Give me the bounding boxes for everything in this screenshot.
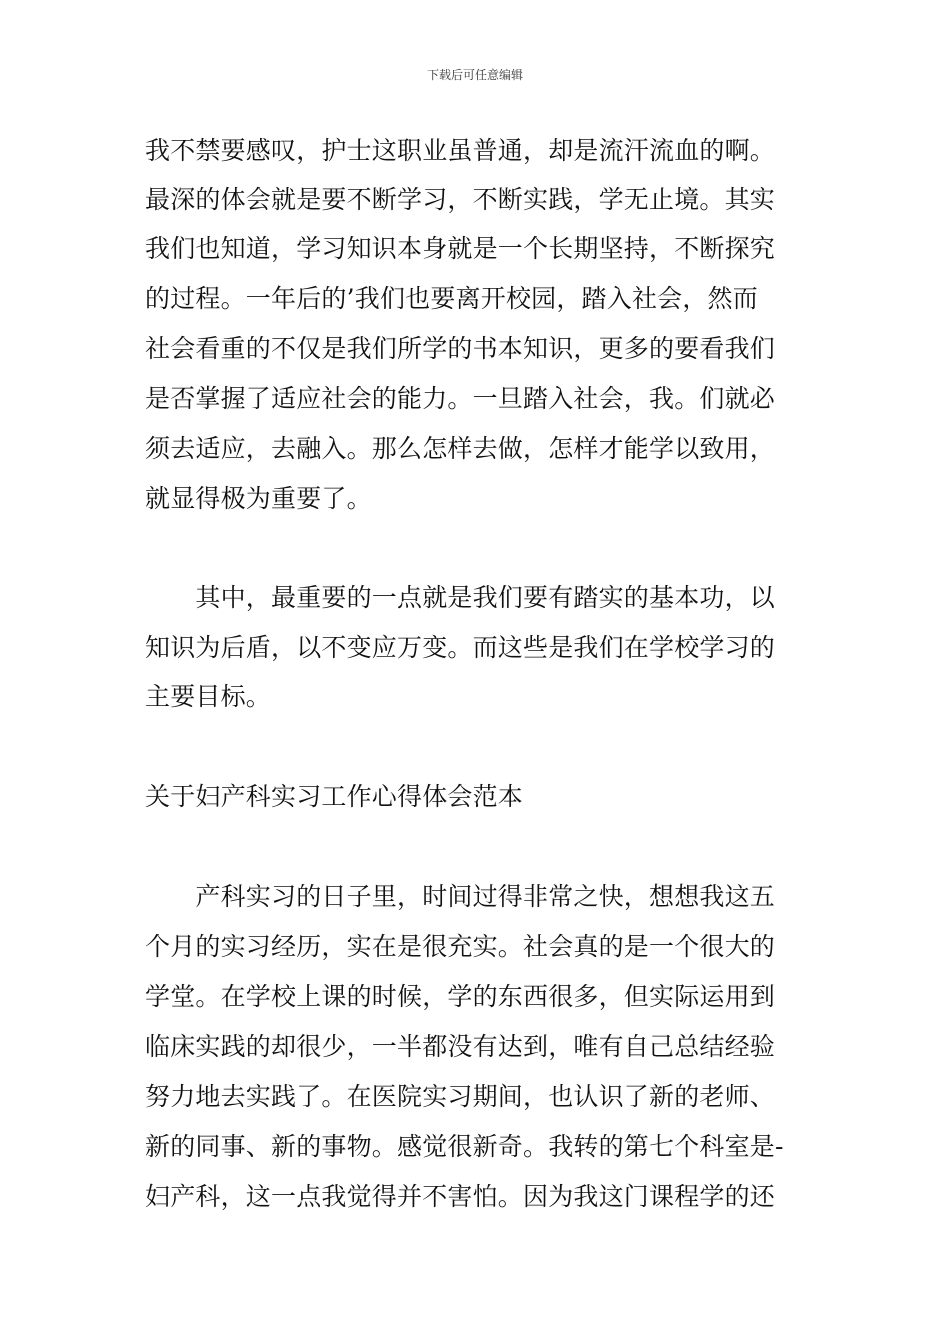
text-line: 最深的体会就是要不断学习，不断实践，学无止境。其实 [145, 185, 776, 214]
text-line: 我不禁要感叹，护士这职业虽普通，却是流汗流血的啊。 [145, 136, 776, 165]
text-line: 知识为后盾，以不变应万变。而这些是我们在学校学习的 [145, 633, 776, 662]
text-line: 努力地去实践了。在医院实习期间，也认识了新的老师、 [145, 1082, 776, 1111]
page-header: 下载后可任意编辑 [426, 68, 523, 82]
text-line: 我们也知道，学习知识本身就是一个长期坚持，不断探究 [145, 234, 776, 263]
text-line: 学堂。在学校上课的时候，学的东西很多，但实际运用到 [145, 982, 776, 1011]
text-line: 新的同事、新的事物。感觉很新奇。我转的第七个科室是- [145, 1132, 784, 1161]
text-line: 的过程。一年后的’我们也要离开校园，踏入社会，然而 [145, 284, 758, 313]
text-line: 须去适应，去融入。那么怎样去做，怎样才能学以致用， [145, 434, 776, 463]
text-line: 临床实践的却很少，一半都没有达到，唯有自己总结经验 [145, 1032, 776, 1061]
text-line: 妇产科，这一点我觉得并不害怕。因为我这门课程学的还 [145, 1182, 776, 1211]
text-line: 就显得极为重要了。 [145, 484, 372, 513]
text-line: 主要目标。 [145, 682, 272, 711]
text-line: 其中，最重要的一点就是我们要有踏实的基本功，以 [145, 583, 776, 612]
text-line: 是否掌握了适应社会的能力。一旦踏入社会，我。们就必 [145, 384, 776, 413]
text-line: 个月的实习经历，实在是很充实。社会真的是一个很大的 [145, 932, 776, 961]
text-line: 产科实习的日子里，时间过得非常之快，想想我这五 [145, 882, 776, 911]
text-line: 社会看重的不仅是我们所学的书本知识，更多的要看我们 [145, 334, 776, 363]
section-title: 关于妇产科实习工作心得体会范本 [145, 782, 524, 811]
